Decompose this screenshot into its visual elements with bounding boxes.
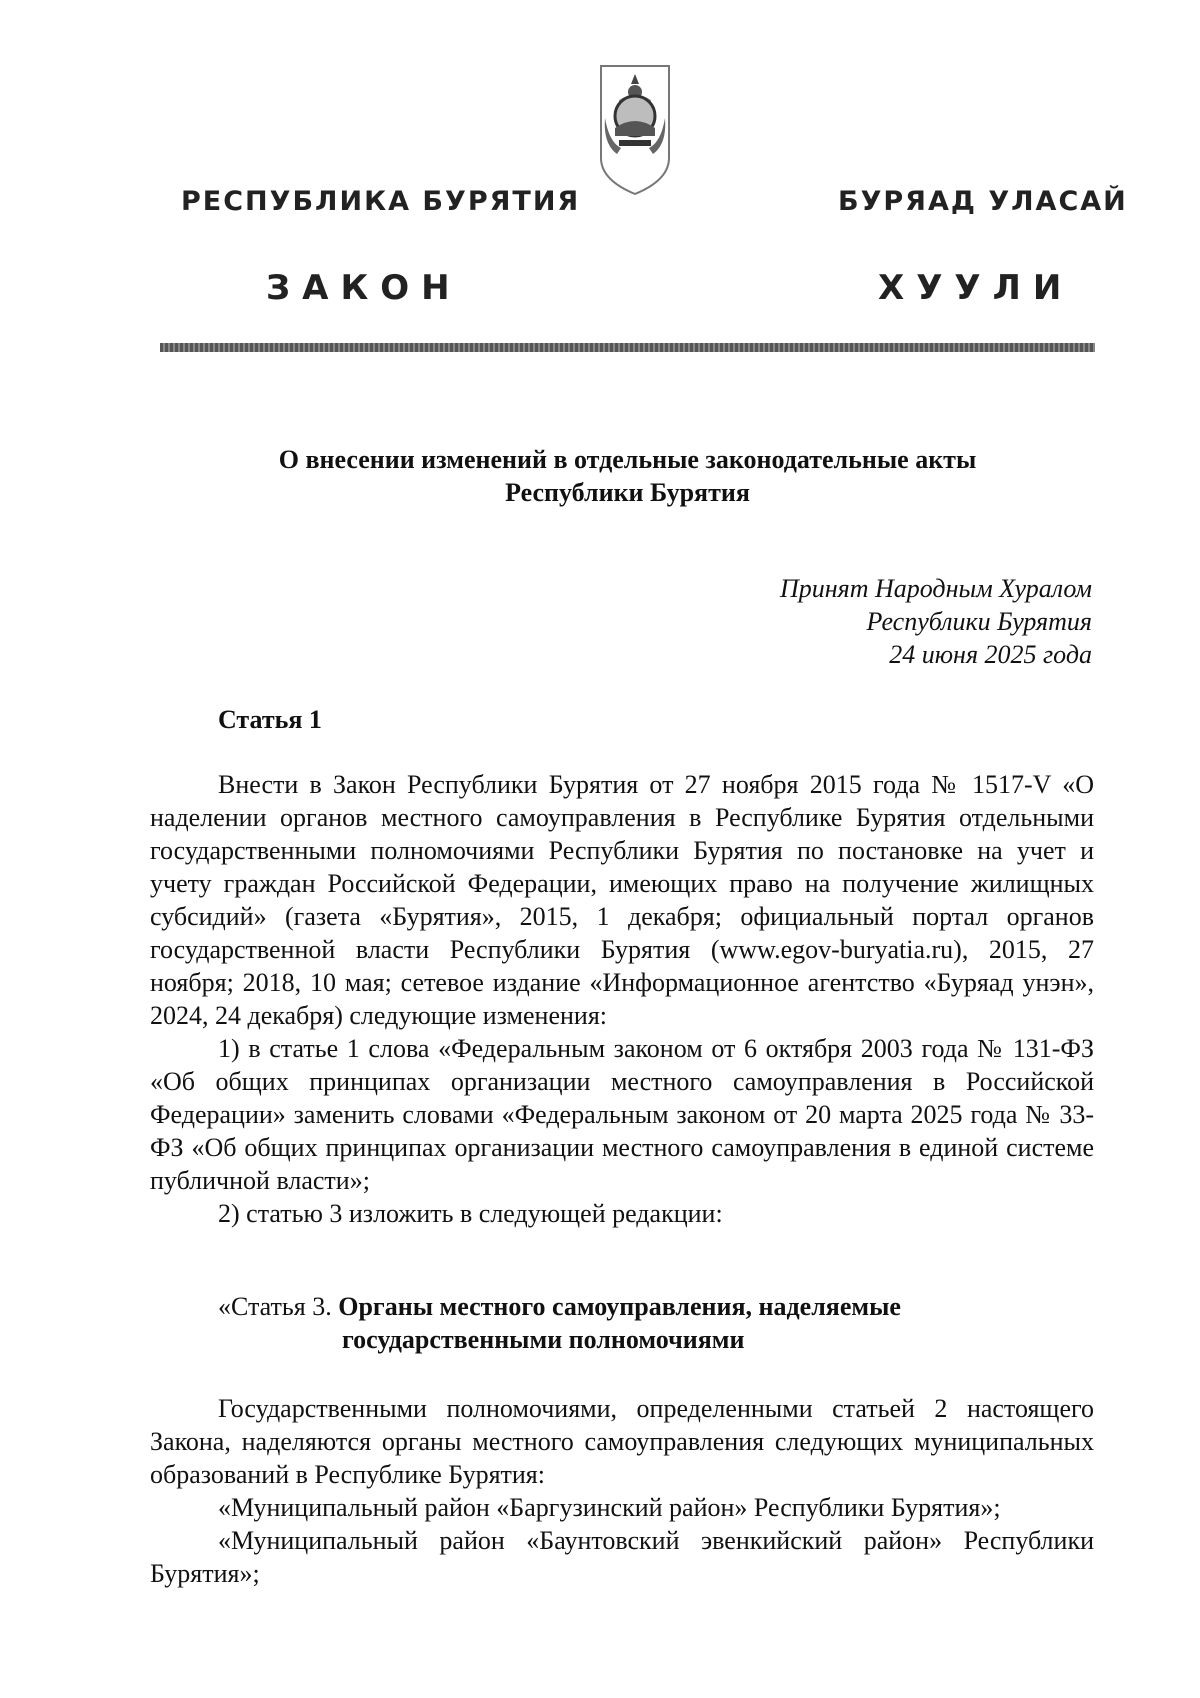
paragraph: Внести в Закон Республики Бурятия от 27 ноября 2015 года № 1517-V «О наделении органов местного самоуправления в Республике Бурятия отдельными государственными полномочиями Республики Бурятия по постановке на учет и учету граждан Российской Федерации, имеющих право на получение жилищных субсидий» (газета «Бурятия», 2015, 1 декабря; официальный портал органов государственной власти Республики Бурятия (www.egov-buryatia.ru), 2015, 27 ноября; 2018, 10 мая; сетевое издание «Информационное агентство «Буряад унэн», 2024, 24 декабря) следующие изменения: [150,770,1094,1030]
adoption-line: Принят Народным Хуралом [779,574,1092,603]
paragraph: 2) статью 3 изложить в следующей редакции: [218,1199,723,1228]
header-divider [160,343,1095,352]
header-republic-bur: БУРЯАД УЛАСАЙ [838,186,1128,217]
document-title [160,443,1095,509]
paragraph: 1) в статье 1 слова «Федеральным законом от 6 октября 2003 года № 131-ФЗ «Об общих принципах организации местного самоуправления в Российской Федерации» заменить словами «Федеральным законом от 20 марта 2025 года № 33-ФЗ «Об общих принципах организации местного самоуправления в единой системе публичной власти»; [150,1034,1094,1195]
sub-article-prefix: «Статья 3. [218,1292,332,1321]
sub-article-body [150,1392,1094,1590]
list-item: «Муниципальный район «Баунтовский эвенкийский район» Республики Бурятия»; [150,1526,1094,1588]
coat-of-arms-icon [597,62,673,198]
list-item: «Муниципальный район «Баргузинский район» Республики Бурятия»; [218,1493,1001,1522]
title-line: О внесении изменений в отдельные законодательные акты [278,445,977,474]
title-line: Республики Бурятия [505,478,750,507]
header-law-ru: ЗАКОН [266,268,462,308]
paragraph: Государственными полномочиями, определенными статьей 2 настоящего Закона, наделяются органы местного самоуправления следующих муниципальных образований в Республике Бурятия: [150,1394,1094,1489]
sub-article-title-line2: государственными полномочиями [342,1325,745,1354]
article-heading: Статья 1 [218,705,322,734]
header-law-bur: ХУУЛИ [878,268,1074,308]
article-body [150,768,1094,1230]
header-republic-ru: РЕСПУБЛИКА БУРЯТИЯ [181,186,581,217]
adoption-date: 24 июня 2025 года [889,640,1092,669]
sub-article-heading [218,1290,901,1356]
adoption-note [780,572,1092,671]
adoption-line: Республики Бурятия [866,607,1092,636]
sub-article-title: Органы местного самоуправления, наделяемые [338,1292,901,1321]
